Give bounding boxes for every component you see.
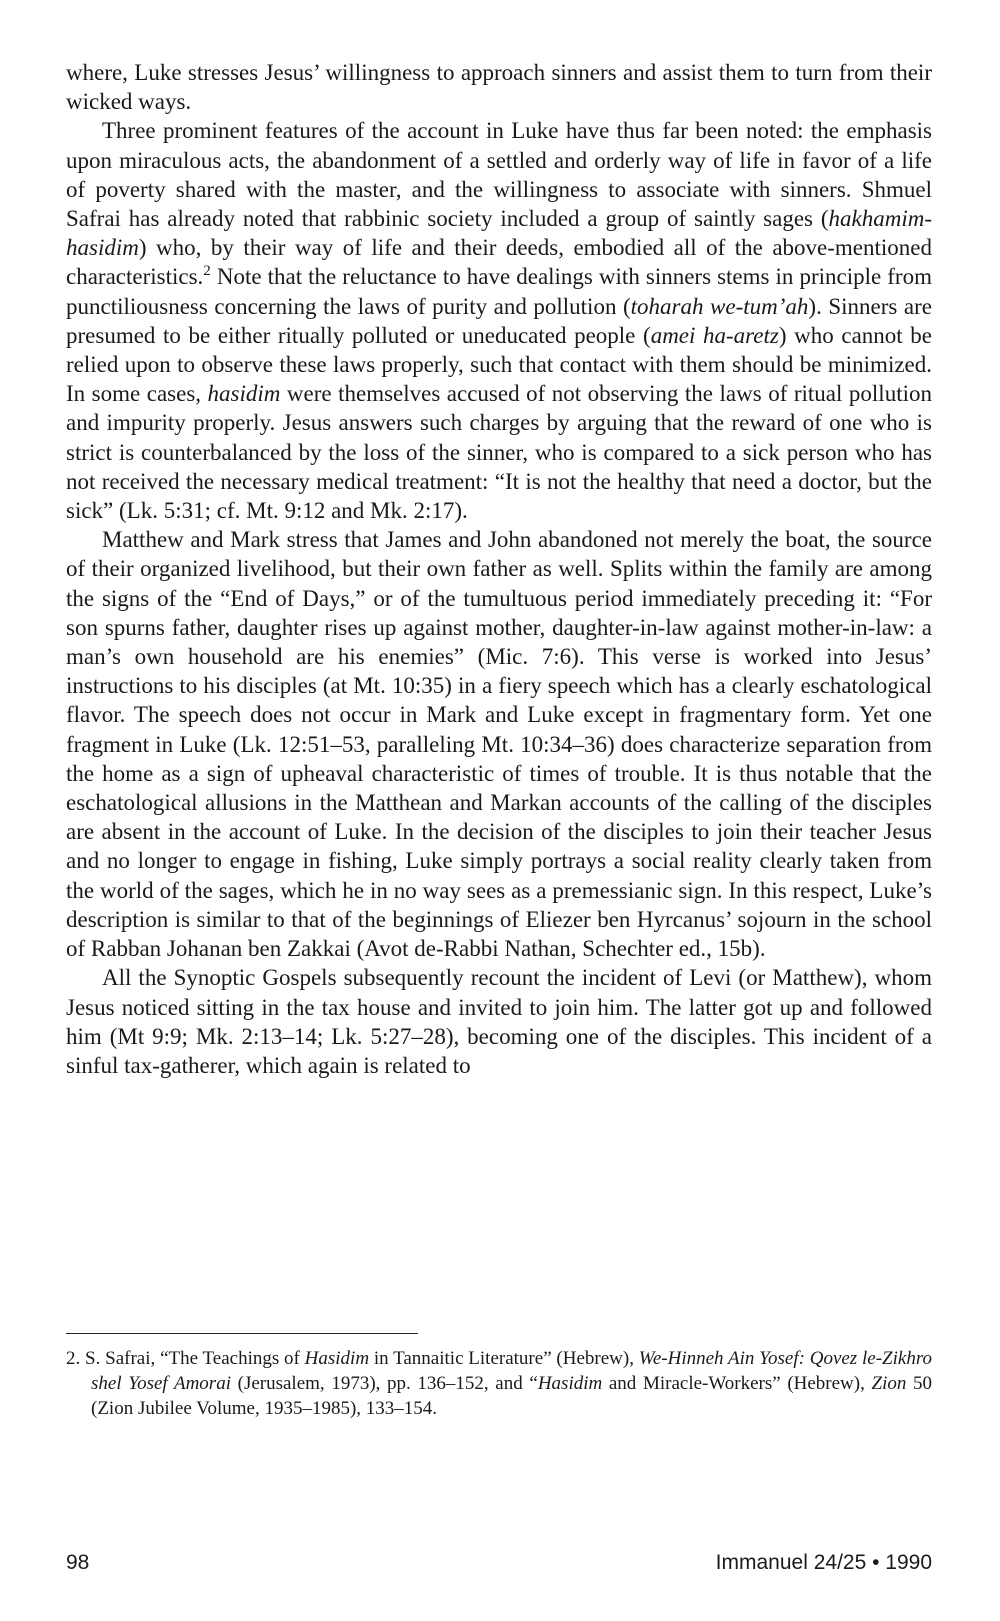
journal-citation: Immanuel 24/25 • 1990 [715, 1551, 932, 1574]
paragraph-text: Note that the reluctance to have dealings with sinners stems in principle from punctiliousness concerning the laws of purity and pollution ( [66, 264, 932, 319]
footnote-segment: in Tannaitic Literature” (Hebrew), [369, 1348, 639, 1369]
paragraph-text: were themselves accused of not observing the laws of ritual pollution and impurity properly. Jesus answers such charges by arguing that the reward of one who is strict is counterbalanced by the loss of the sinner, who is compared to a sick person who has not received the necessary medical treatment: “It is not the healthy that need a doctor, but the sick” (Lk. 5:31; cf. Mt. 9:12 and Mk. 2:17). [66, 381, 932, 524]
paragraph-text: where, Luke stresses Jesus’ willingness to approach sinners and assist them to turn from their wicked ways. [66, 60, 932, 115]
paragraph-text: ) who, by their way of life and their deeds, embodied all of the above-mentioned characteristics. [66, 235, 932, 290]
footnote-segment: S. Safrai, “The Teachings of [85, 1348, 305, 1369]
footnote-2 [66, 1346, 932, 1421]
italic-term: hakhamim-hasidim [66, 206, 932, 261]
footnote-segment: (Jerusalem, 1973), pp. 136–152, and “ [230, 1373, 538, 1394]
paragraph-text: ). Sinners are presumed to be either ritually polluted or uneducated people ( [66, 293, 932, 348]
footnote-segment: 50 (Zion Jubilee Volume, 1935–1985), 133–154. [91, 1373, 932, 1419]
footnote-reference[interactable]: 2 [203, 263, 211, 280]
footnote-divider [66, 1333, 418, 1334]
footnote-italic: We-Hinneh Ain Yosef: Qovez le-Zikhro shel Yosef Amorai [91, 1348, 933, 1394]
body-text [66, 58, 932, 1080]
page-number: 98 [66, 1551, 90, 1574]
main-text-block [66, 58, 932, 1080]
paragraph-text: ) who cannot be relied upon to observe these laws properly, such that contact with them should be minimized. In some cases, [66, 322, 933, 407]
footnote-italic: Hasidim [537, 1373, 603, 1394]
paragraph-text: Matthew and Mark stress that James and John abandoned not merely the boat, the source of their organized livelihood, but their own father as well. Splits within the family are among the signs of the “End of Days,” or of the tumultuous period immediately preceding it: “For son spurns father, daughter rises up against mother, daughter-in-law against mother-in-law: a man’s own household are his enemies” (Mic. 7:6). This verse is worked into Jesus’ instructions to his disciples (at Mt. 10:35) in a fiery speech which has a clearly eschatological flavor. The speech does not occur in Mark and Luke except in fragmentary form. Yet one fragment in Luke (Lk. 12:51–53, paralleling Mt. 10:34–36) does characterize separation from the home as a sign of upheaval characteristic of times of trouble. It is thus notable that the eschatological allusions in the Matthean and Markan accounts of the calling of the disciples are absent in the account of Luke. In the decision of the disciples to join their teacher Jesus and no longer to engage in fishing, Luke simply portrays a social reality clearly taken from the world of the sages, which he in no way sees as a premessianic sign. In this respect, Luke’s description is similar to that of the beginnings of Eliezer ben Hyrcanus’ sojourn in the school of Rabban Johanan ben Zakkai (Avot de-Rabbi Nathan, Schechter ed., 15b). [66, 527, 932, 962]
footnote-segment: and Miracle-Workers” (Hebrew), [602, 1373, 872, 1394]
paragraph-4 [66, 963, 932, 1080]
italic-term: toharah we-tum’ah [630, 293, 809, 319]
footnote-text [66, 1346, 932, 1421]
paragraph-3 [66, 525, 932, 963]
footnote-italic: Hasidim [304, 1348, 370, 1369]
paragraph-1 [66, 58, 932, 116]
footnote-italic: Zion [871, 1373, 907, 1394]
paragraph-2 [66, 116, 932, 525]
footnote-number: 2. [66, 1348, 81, 1369]
paragraph-text: All the Synoptic Gospels subsequently recount the incident of Levi (or Matthew), whom Jesus noticed sitting in the tax house and invited to join him. The latter got up and followed him (Mt 9:9; Mk. 2:13–14; Lk. 5:27–28), becoming one of the disciples. This incident of a sinful tax-gatherer, which again is related to [66, 965, 932, 1078]
page-footer [66, 1550, 932, 1576]
italic-term: amei ha-aretz [650, 322, 779, 348]
paragraph-text: Three prominent features of the account in Luke have thus far been noted: the emphasis upon miraculous acts, the abandonment of a settled and orderly way of life in favor of a life of poverty shared with the master, and the willingness to associate with sinners. Shmuel Safrai has already noted that rabbinic society included a group of saintly sages ( [66, 118, 932, 232]
italic-term: hasidim [207, 381, 281, 407]
